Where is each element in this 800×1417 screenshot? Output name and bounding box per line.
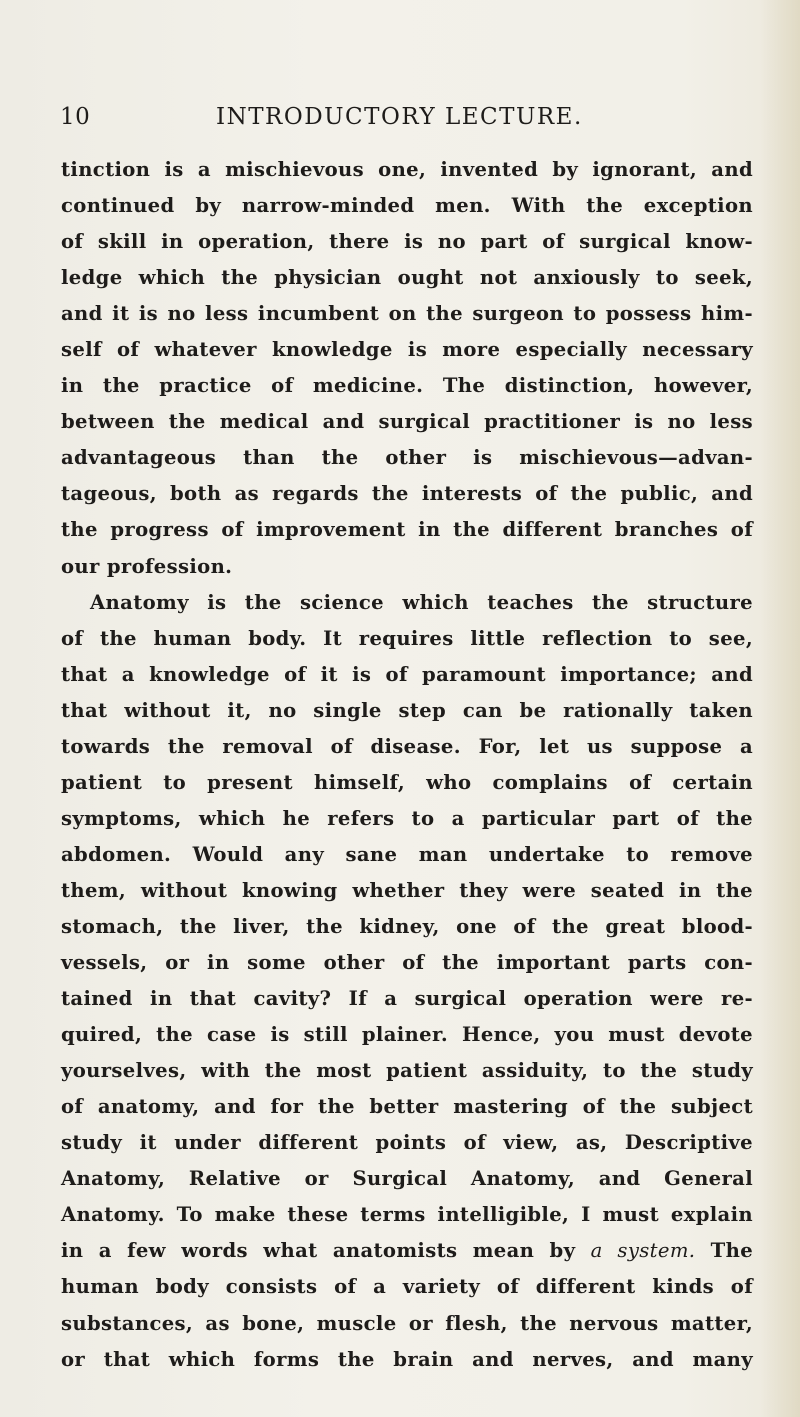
text-line: that a knowledge of it is of paramount importance; and	[61, 662, 753, 686]
text-line: tinction is a mischievous one, invented by ignorant, and	[61, 158, 753, 181]
text-line: of anatomy, and for the better mastering of the subject	[61, 1095, 753, 1119]
text-line: and it is no less incumbent on the surgeon to possess him-	[61, 302, 753, 326]
running-title: INTRODUCTORY LECTURE.	[216, 104, 583, 130]
text-line: symptoms, which he refers to a particular part of the	[61, 806, 753, 830]
page-edge-shadow	[760, 0, 800, 1417]
text-line: vessels, or in some other of the important parts con-	[61, 951, 753, 975]
text-line: substances, as bone, muscle or flesh, the nervous matter,	[61, 1311, 753, 1335]
text-line: ledge which the physician ought not anxiously to seek,	[61, 266, 753, 290]
text-line: Anatomy, Relative or Surgical Anatomy, and General	[61, 1167, 753, 1191]
text-line: patient to present himself, who complains of certain	[61, 770, 753, 794]
text-line: of skill in operation, there is no part of surgical know-	[61, 230, 753, 254]
text-line: study it under different points of view, as, Descriptive	[61, 1131, 753, 1155]
text-line: of the human body. It requires little reflection to see,	[61, 626, 753, 650]
text-line: yourselves, with the most patient assiduity, to the study	[61, 1059, 753, 1083]
text-line: between the medical and surgical practitioner is no less	[61, 410, 753, 434]
text-line: them, without knowing whether they were seated in the	[61, 878, 753, 902]
text-line: in the practice of medicine. The distinction, however,	[61, 374, 753, 398]
text-line: quired, the case is still plainer. Hence, you must devote	[61, 1023, 753, 1047]
text-line: our profession.	[61, 554, 233, 578]
text-line: that without it, no single step can be rationally taken	[61, 698, 753, 722]
body-text	[61, 152, 753, 1378]
text-line: the progress of improvement in the different branches of	[61, 518, 753, 542]
line-text: in a few words what anatomists mean by	[61, 1239, 576, 1263]
text-line: stomach, the liver, the kidney, one of the great blood-	[61, 914, 753, 938]
text-line-with-italic	[61, 1233, 753, 1269]
text-line: human body consists of a variety of different kinds of	[61, 1275, 753, 1299]
text-line: continued by narrow-minded men. With the exception	[61, 194, 753, 218]
text-line: tageous, both as regards the interests of the public, and	[61, 482, 753, 506]
line-text-end: The	[710, 1239, 754, 1263]
text-line: Anatomy. To make these terms intelligible, I must explain	[61, 1203, 753, 1227]
text-line: or that which forms the brain and nerves, and many	[61, 1347, 753, 1371]
text-line: advantageous than the other is mischievous—advan-	[61, 446, 753, 470]
page-number: 10	[60, 104, 91, 130]
text-line: towards the removal of disease. For, let us suppose a	[61, 734, 753, 758]
italic-term: a system.	[590, 1239, 696, 1263]
text-line: tained in that cavity? If a surgical operation were re-	[61, 987, 753, 1011]
text-line: self of whatever knowledge is more especially necessary	[61, 338, 753, 362]
paragraph-start-line: Anatomy is the science which teaches the structure	[90, 590, 753, 614]
text-line: abdomen. Would any sane man undertake to remove	[61, 842, 753, 866]
running-head	[60, 104, 750, 140]
